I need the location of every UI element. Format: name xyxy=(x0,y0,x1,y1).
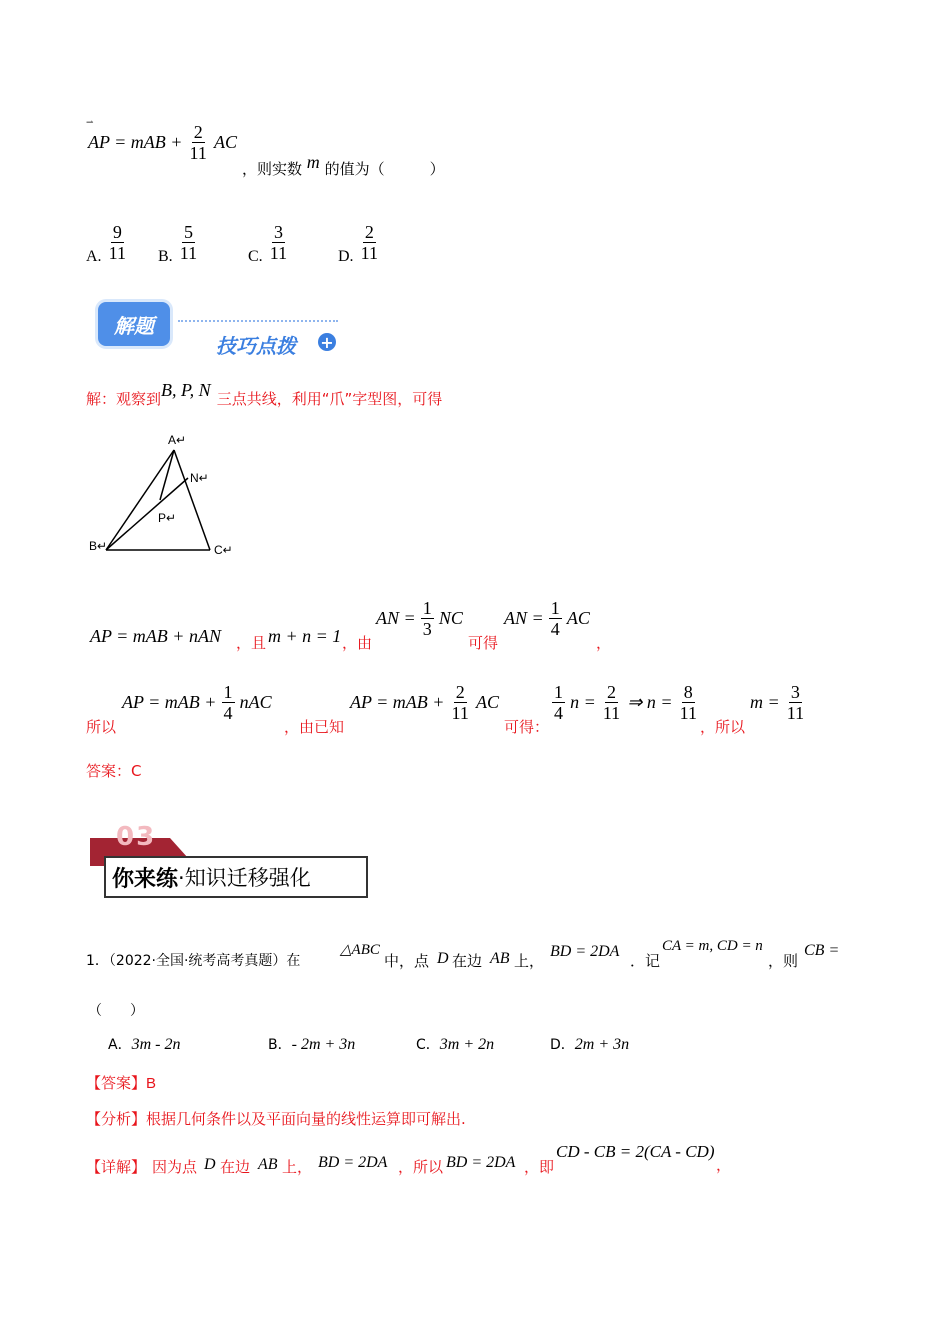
question-frac: $\frac{2}{11}$ xyxy=(189,122,207,163)
eq-mn-1: m + n = 1 xyxy=(268,626,342,646)
option-c[interactable]: C. $\frac{3}{11}$ xyxy=(248,222,288,265)
option-b[interactable]: B. $\frac{5}{11}$ xyxy=(158,222,198,265)
option-d[interactable]: D. $\frac{2}{11}$ xyxy=(338,222,378,265)
vector-arrow-icon: ⇀ xyxy=(86,118,94,128)
tips-banner-sub: 技巧点拨 xyxy=(216,334,296,358)
solution-intro: 解：观察到B, P, N 三点共线，利用“爪”字型图，可得 xyxy=(86,380,443,408)
problem-1-paren: （ ） xyxy=(88,1003,144,1019)
solution-line-2: 所以 AP = mAB + $\frac{1}{4}$ nAC ，由已知 AP = mAB + $\frac{2}{11}$ AC 可得： $\frac{1}{4}$ n = $\frac{2}{11}$ ⇒ n = $\frac{8}{11}$ ，所以 m = $\frac{3}{11}$ xyxy=(86,682,805,736)
edge-ac xyxy=(174,450,210,550)
problem-1-option-c[interactable]: C．3m + 2n xyxy=(416,1036,495,1053)
problem-1-detail: 【详解】 因为点 D 在边 AB 上， BD = 2DA ，所以 BD = 2DA ，即 CD - CB = 2(CA - CD) ， xyxy=(86,1142,732,1176)
eq-ap-man: AP = mAB + nAN xyxy=(90,626,221,646)
problem-1-stem: 1．（2022·全国·统考高考真题）在 △ABC 中，点 D 在边 AB 上， BD = 2DA ．记 CA = m, CD = n ，则 CB = xyxy=(86,938,840,970)
triangle-diagram xyxy=(86,430,246,560)
question-top xyxy=(86,118,237,163)
plus-circle-icon: + xyxy=(318,333,336,351)
section3-number: 03 xyxy=(116,822,157,852)
label-b: B↵ xyxy=(89,539,108,553)
label-n: N↵ xyxy=(190,471,209,485)
option-a[interactable]: A. $\frac{9}{11}$ xyxy=(86,222,126,265)
problem-1-option-a[interactable]: A．3m - 2n xyxy=(108,1036,181,1053)
solution-line-1: AP = mAB + nAN ，且 m + n = 1 ，由 AN = $\frac{1}{3}$ NC 可得 AN = $\frac{1}{4}$ AC ， xyxy=(90,598,612,652)
label-c: C↵ xyxy=(214,543,233,557)
section3-title-box: 你来练 ·知识迁移强化 xyxy=(104,856,368,898)
problem-1-analysis: 【分析】根据几何条件以及平面向量的线性运算即可解出. xyxy=(86,1110,466,1128)
tips-banner-badge: 解题 xyxy=(98,302,170,346)
problem-1-answer: 【答案】B xyxy=(86,1074,157,1092)
question-tail: ，则实数 m 的值为（ ） xyxy=(242,152,445,178)
label-p: P↵ xyxy=(158,511,177,525)
solution-answer: 答案：C xyxy=(86,762,142,780)
question-eq-lhs: AP = mAB + xyxy=(88,132,183,152)
problem-1-option-d[interactable]: D．2m + 3n xyxy=(550,1036,630,1053)
tips-banner-dash xyxy=(178,320,338,322)
label-a: A↵ xyxy=(168,433,187,447)
problem-1-option-b[interactable]: B．- 2m + 3n xyxy=(268,1036,356,1053)
question-eq-rhs: AC xyxy=(213,132,237,152)
